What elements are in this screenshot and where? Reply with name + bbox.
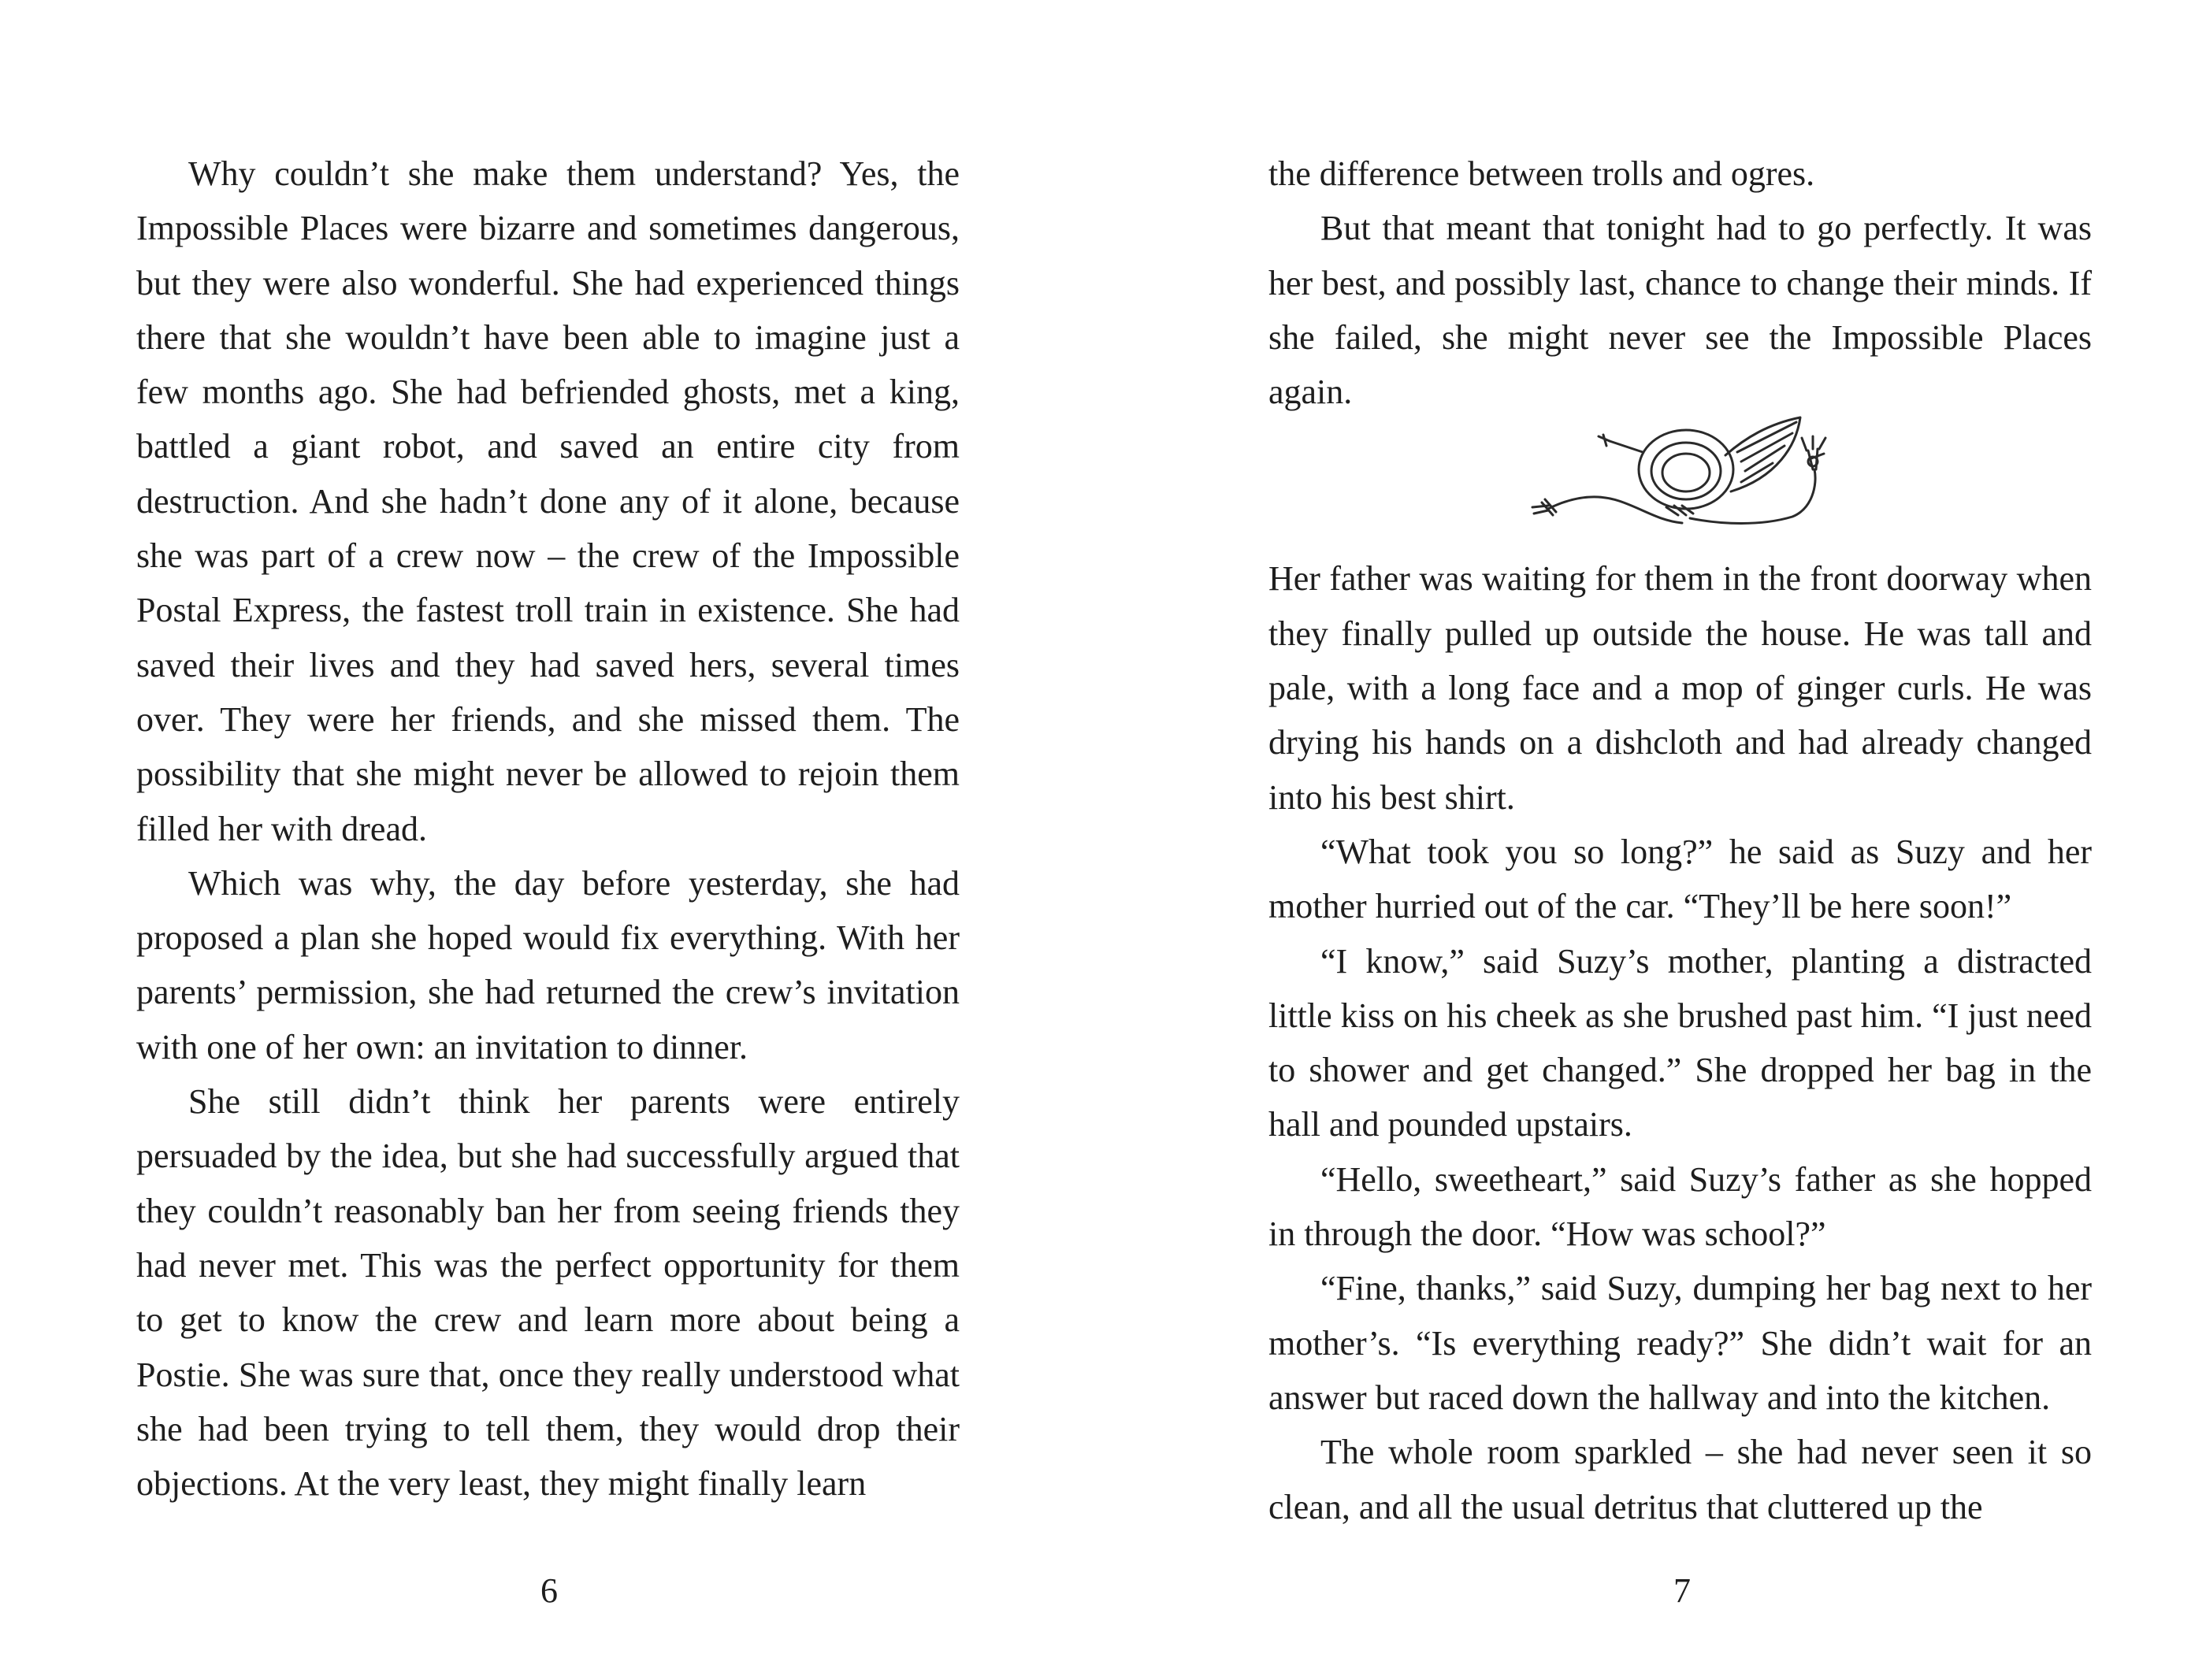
right-paragraph-8: The whole room sparkled – she had never seen it so clean, and all the usual detritus that cluttered up the	[1268, 1433, 2092, 1526]
left-paragraph-1: Why couldn’t she make them understand? Yes, the Impossible Places were bizarre and sometimes dangerous, but they were also wonderful. She had experienced things there that she wouldn’t have been able to imagine just a few months ago. She had befriended ghosts, met a king, battled a giant robot, and saved an entire city from destruction. And she hadn’t done any of it alone, because she was part of a crew now – the crew of the Impossible Postal Express, the fastest troll train in existence. She had saved their lives and they had saved hers, several times over. They were her friends, and she missed them. The possibility that she might never be allowed to rejoin them filled her with dread.	[136, 154, 960, 848]
right-paragraph-2: But that meant that tonight had to go perfectly. It was her best, and possibly last, chance to change their minds. If she failed, she might never see the Impossible Places again.	[1268, 209, 2092, 412]
right-paragraph-4: “What took you so long?” he said as Suzy and her mother hurried out of the car. “They’ll be here soon!”	[1268, 832, 2092, 926]
post-horn-icon	[1525, 414, 1863, 548]
right-paragraph-7: “Fine, thanks,” said Suzy, dumping her bag next to her mother’s. “Is everything ready?” She didn’t wait for an answer but raced down the hallway and into the kitchen.	[1268, 1269, 2092, 1417]
right-page	[1268, 146, 2092, 1534]
right-paragraph-continued: the difference between trolls and ogres.	[1268, 154, 1815, 193]
right-paragraph-6: “Hello, sweetheart,” said Suzy’s father as she hopped in through the door. “How was school?”	[1268, 1159, 2092, 1254]
left-page	[136, 146, 960, 1511]
right-paragraph-3: Her father was waiting for them in the front doorway when they finally pulled up outside the house. He was tall and pale, with a long face and a mop of ginger curls. He was drying his hands on a dishcloth and had already changed into his best shirt.	[1268, 559, 2092, 817]
page-number-right: 7	[1673, 1571, 1691, 1610]
right-paragraph-5: “I know,” said Suzy’s mother, planting a distracted little kiss on his cheek as she brushed past him. “I just need to shower and get changed.” She dropped her bag in the hall and pounded upstairs.	[1268, 941, 2092, 1144]
page-number-left: 6	[540, 1571, 558, 1610]
left-paragraph-2: Which was why, the day before yesterday, she had proposed a plan she hoped would fix everything. With her parents’ permission, she had returned the crew’s invitation with one of her own: an invitation to dinner.	[136, 863, 960, 1066]
left-paragraph-3: She still didn’t think her parents were entirely persuaded by the idea, but she had successfully argued that they couldn’t reasonably ban her from seeing friends they had never met. This was the perfect opportunity for them to get to know the crew and learn more about being a Postie. She was sure that, once they really understood what she had been trying to tell them, they would drop their objections. At the very least, they might finally learn	[136, 1082, 960, 1504]
